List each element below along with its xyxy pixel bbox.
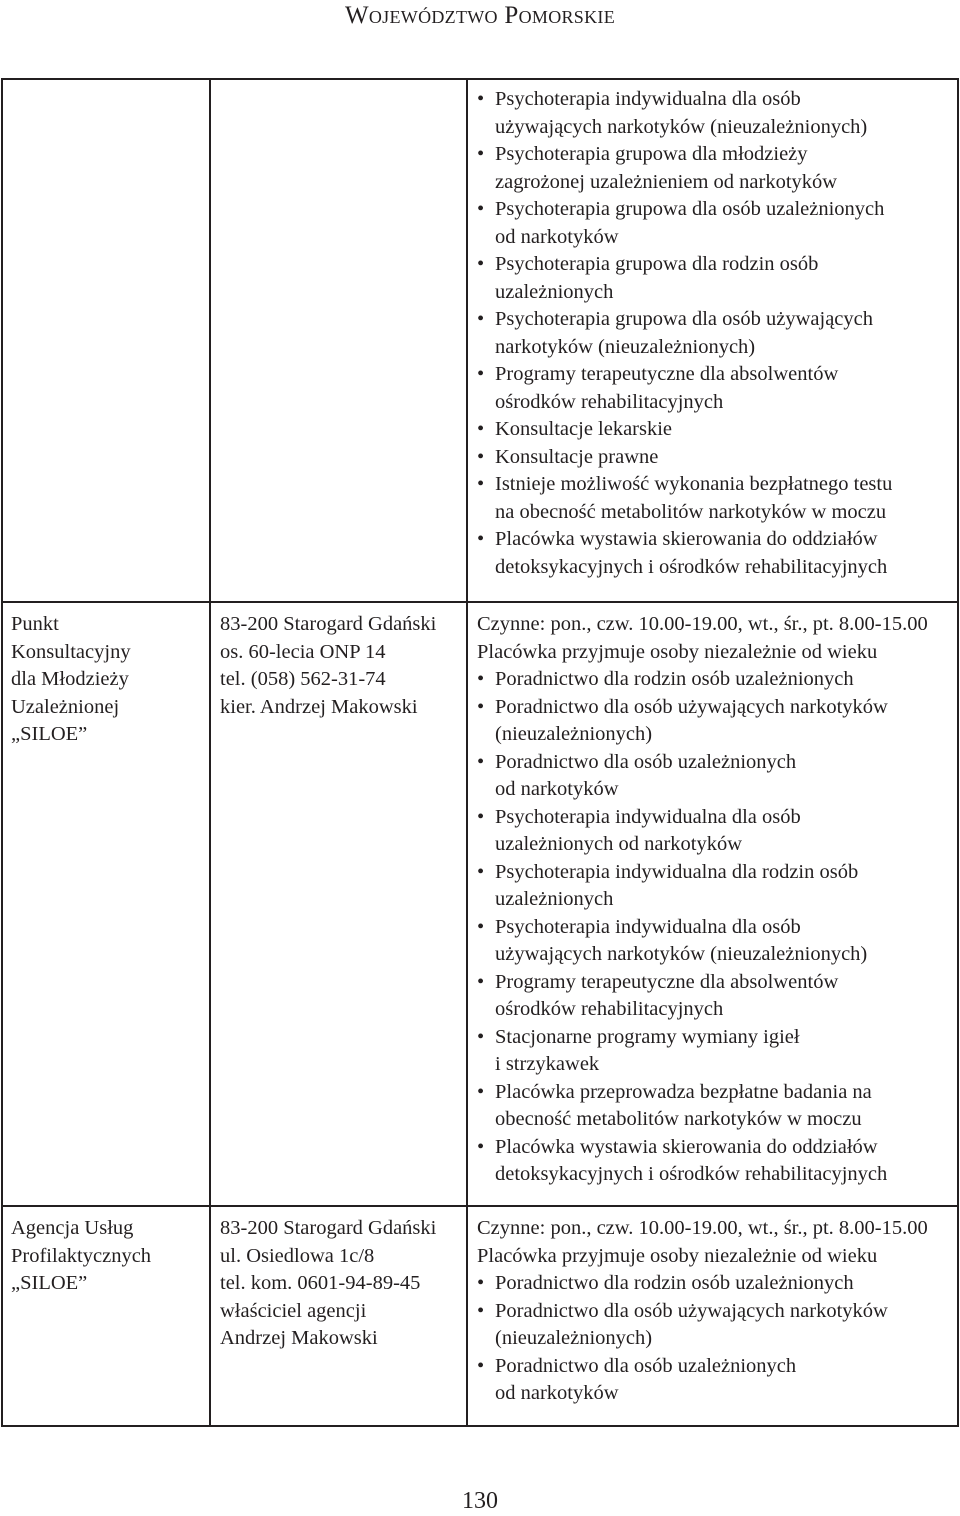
service-text: Psychoterapia grupowa dla młodzieży zagrożonej uzależnieniem od narkotyków (495, 143, 838, 193)
bullet-icon: • (477, 143, 485, 165)
bullet-icon: • (477, 528, 485, 550)
address-line: tel. kom. 0601-94-89-45 (220, 1272, 421, 1294)
bullet-icon: • (477, 445, 485, 468)
opening-hours: Czynne: pon., czw. 10.00-19.00, wt., śr., pt. 8.00-15.00 (477, 1217, 928, 1239)
bullet-icon: • (477, 668, 485, 690)
service-list-item (477, 1024, 957, 1079)
service-list-item (477, 86, 957, 141)
service-list-item (477, 361, 957, 416)
bullet-icon: • (477, 915, 485, 938)
service-text: Stacjonarne programy wymiany igieł i strzykawek (495, 1025, 800, 1075)
service-text: Psychoterapia grupowa dla osób uzależnionych od narkotyków (495, 198, 885, 248)
service-text: Konsultacje prawne (495, 445, 659, 468)
institution-name-line: dla Młodzieży (11, 668, 129, 690)
bullet-icon: • (477, 695, 485, 718)
institution-name-cell (2, 79, 210, 602)
address-line: kier. Andrzej Makowski (220, 695, 418, 718)
bullet-icon: • (477, 1272, 485, 1294)
service-list-item (477, 1079, 957, 1134)
bullet-icon: • (477, 1135, 485, 1158)
service-text: Psychoterapia indywidualna dla rodzin osób uzależnionych (495, 860, 859, 910)
service-text: Istnieje możliwość wykonania bezpłatnego testu na obecność metabolitów narkotyków w moczu (495, 473, 893, 523)
bullet-icon: • (477, 1354, 485, 1377)
service-text: Psychoterapia grupowa dla rodzin osób uzależnionych (495, 253, 819, 303)
service-list-item (477, 251, 957, 306)
service-text: Konsultacje lekarskie (495, 418, 673, 440)
service-list-item (477, 914, 957, 969)
service-text: Programy terapeutyczne dla absolwentów ośrodków rehabilitacyjnych (495, 970, 839, 1020)
institutions-table (1, 78, 959, 1427)
services-cell (467, 79, 958, 602)
bullet-icon: • (477, 1080, 485, 1103)
address-line: właściciel agencji (220, 1299, 367, 1322)
bullet-icon: • (477, 1299, 485, 1322)
service-text: Poradnictwo dla rodzin osób uzależnionych (495, 1272, 854, 1294)
service-list-item (477, 526, 957, 581)
bullet-icon: • (477, 970, 485, 993)
address-line: os. 60-lecia ONP 14 (220, 640, 386, 663)
service-list-item (477, 141, 957, 196)
bullet-icon: • (477, 88, 485, 110)
service-list-item (477, 416, 957, 444)
address-line: ul. Osiedlowa 1c/8 (220, 1244, 375, 1267)
service-text: Poradnictwo dla osób uzależnionych od narkotyków (495, 750, 797, 800)
institution-name-cell (2, 602, 210, 1206)
page-number: 130 (462, 1488, 498, 1514)
service-list-item (477, 1270, 957, 1298)
table-row (2, 602, 958, 1206)
service-list-item (477, 1134, 957, 1189)
address-line: tel. (058) 562-31-74 (220, 668, 386, 690)
bullet-icon: • (477, 750, 485, 773)
service-text: Poradnictwo dla osób uzależnionych od narkotyków (495, 1354, 797, 1404)
institution-name-line: Konsultacyjny (11, 640, 131, 663)
institution-name-line: „SILOE” (11, 723, 88, 745)
address-line: Andrzej Makowski (220, 1327, 378, 1349)
service-list-item (477, 969, 957, 1024)
address-cell (210, 602, 467, 1206)
table-row (2, 79, 958, 602)
service-text: Poradnictwo dla osób używających narkotyków (nieuzależnionych) (495, 1299, 888, 1349)
bullet-icon: • (477, 805, 485, 828)
institution-name-cell (2, 1206, 210, 1426)
address-cell (210, 79, 467, 602)
admission-note: Placówka przyjmuje osoby niezależnie od wieku (477, 640, 878, 663)
service-list-item (477, 306, 957, 361)
page-header: Województwo Pomorskie (344, 2, 616, 29)
service-list-item (477, 666, 957, 694)
bullet-icon: • (477, 1025, 485, 1048)
service-text: Placówka przeprowadza bezpłatne badania na obecność metabolitów narkotyków w moczu (495, 1080, 872, 1130)
bullet-icon: • (477, 308, 485, 330)
service-text: Psychoterapia indywidualna dla osób używających narkotyków (nieuzależnionych) (495, 88, 868, 138)
service-text: Placówka wystawia skierowania do oddziałów detoksykacyjnych i ośrodków rehabilitacyjnych (495, 528, 888, 578)
service-text: Psychoterapia indywidualna dla osób używających narkotyków (nieuzależnionych) (495, 915, 868, 965)
service-list-item (477, 859, 957, 914)
bullet-icon: • (477, 363, 485, 385)
service-text: Placówka wystawia skierowania do oddziałów detoksykacyjnych i ośrodków rehabilitacyjnych (495, 1135, 888, 1185)
services-cell (467, 602, 958, 1206)
admission-note: Placówka przyjmuje osoby niezależnie od wieku (477, 1244, 878, 1267)
service-text: Poradnictwo dla rodzin osób uzależnionych (495, 668, 854, 690)
services-cell (467, 1206, 958, 1426)
service-list-item (477, 471, 957, 526)
service-text: Psychoterapia indywidualna dla osób uzależnionych od narkotyków (495, 805, 801, 855)
address-line: 83-200 Starogard Gdański (220, 613, 437, 635)
service-list-item (477, 694, 957, 749)
service-list-item (477, 196, 957, 251)
bullet-icon: • (477, 198, 485, 220)
institution-name-line: Uzależnionej (11, 695, 120, 718)
address-line: 83-200 Starogard Gdański (220, 1217, 437, 1239)
service-text: Psychoterapia grupowa dla osób używających narkotyków (nieuzależnionych) (495, 308, 873, 358)
service-list-item (477, 804, 957, 859)
service-list-item (477, 1298, 957, 1353)
service-list-item (477, 444, 957, 472)
service-text: Poradnictwo dla osób używających narkotyków (nieuzależnionych) (495, 695, 888, 745)
bullet-icon: • (477, 253, 485, 275)
address-cell (210, 1206, 467, 1426)
service-list-item (477, 749, 957, 804)
institution-name-line: Agencja Usług (11, 1217, 134, 1239)
service-list-item (477, 1353, 957, 1408)
bullet-icon: • (477, 860, 485, 883)
institution-name-line: „SILOE” (11, 1272, 88, 1294)
opening-hours: Czynne: pon., czw. 10.00-19.00, wt., śr., pt. 8.00-15.00 (477, 613, 928, 635)
institution-name-line: Punkt (11, 613, 59, 635)
table-row (2, 1206, 958, 1426)
bullet-icon: • (477, 418, 485, 440)
institution-name-line: Profilaktycznych (11, 1244, 152, 1267)
service-text: Programy terapeutyczne dla absolwentów ośrodków rehabilitacyjnych (495, 363, 839, 413)
bullet-icon: • (477, 473, 485, 495)
